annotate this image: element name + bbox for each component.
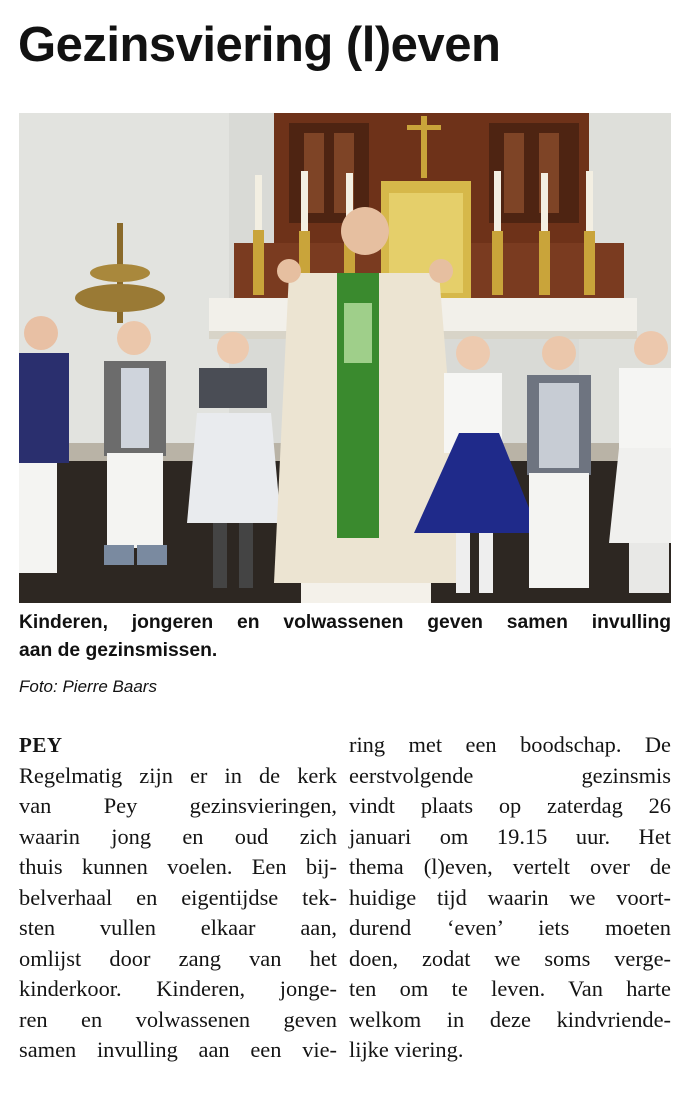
church-children-priest-photo [19,113,671,603]
body-line: kinderkoor. Kinderen, jonge- [19,976,337,1001]
body-line: thuis kunnen voelen. Een bij- [19,854,337,879]
body-column-right [349,730,671,1066]
body-line: omlijst door zang van het [19,945,337,971]
body-line: welkom in deze kindvriende- [349,1006,671,1032]
body-line: waarin jong en oud zich [19,823,337,849]
body-line: ring met een boodschap. De [349,732,671,757]
body-line: belverhaal en eigentijdse tek- [19,884,337,910]
body-line: huidige tijd waarin we voort- [349,884,671,910]
body-line: sten vullen elkaar aan, [19,915,337,940]
dateline: PEY [19,733,63,757]
body-line: eerstvolgende gezinsmis [349,762,671,788]
body-line: Regelmatig zijn er in de kerk [19,762,337,788]
caption-line: Kinderen, jongeren en volwassenen geven samen invulling [19,612,671,633]
body-line: januari om 19.15 uur. Het [349,823,671,849]
body-line: lijke viering. [349,1037,464,1062]
article-headline: Gezinsviering (l)even [18,18,501,72]
body-line: ten om te leven. Van harte [349,976,671,1001]
article-photo [19,113,671,603]
body-line: vindt plaats op zaterdag 26 [349,793,671,818]
body-line: doen, zodat we soms verge- [349,945,671,971]
body-line: van Pey gezinsvieringen, [19,793,337,818]
photo-credit: Foto: Pierre Baars [19,677,157,696]
body-column-left [19,730,337,1066]
body-line: durend ‘even’ iets moeten [349,915,671,940]
photo-caption [19,609,671,665]
caption-line: aan de gezinsmissen. [19,640,218,661]
body-line: ren en volwassenen geven [19,1006,337,1032]
body-line: thema (l)even, vertelt over de [349,854,671,879]
body-line: samen invulling aan een vie- [19,1037,337,1062]
